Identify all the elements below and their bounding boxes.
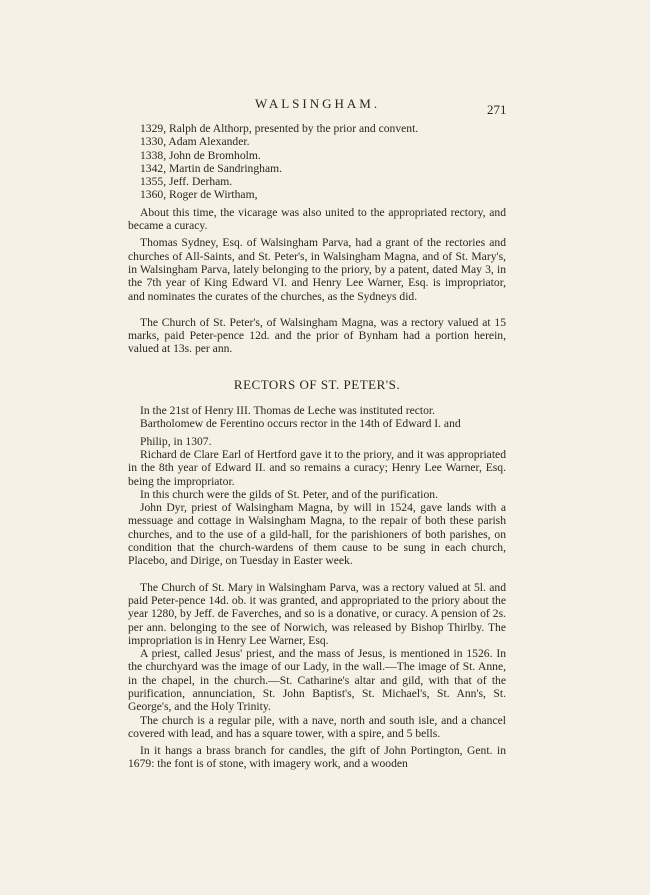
page-header bbox=[0, 96, 650, 116]
paragraph: John Dyr, priest of Walsingham Magna, by will in 1524, gave lands with a messuage and cottage in Walsingham Magna, to the repair of both these parish churches, and to the use of a gild-hall, for the parishioners of both parishes, on condition that the church-wardens of them cause to be sung in each church, Placebo, and Dirige, on Tuesday in Easter week. bbox=[128, 501, 506, 568]
vicar-entry: 1330, Adam Alexander. bbox=[140, 135, 250, 149]
vicar-entry: 1342, Martin de Sandringham. bbox=[140, 161, 283, 175]
vicar-entry: 1360, Roger de Wirtham, bbox=[140, 188, 258, 202]
paragraph: Philip, in 1307. bbox=[140, 434, 212, 448]
vicar-entry: 1338, John de Bromholm. bbox=[140, 148, 261, 162]
paragraph: Bartholomew de Ferentino occurs rector in the 14th of Edward I. and bbox=[140, 417, 461, 431]
paragraph: Thomas Sydney, Esq. of Walsingham Parva, had a grant of the rectories and churches of All-Saints, and St. Peter's, in Walsingham Magna, and of St. Mary's, in Walsingham Parva, lately belonging to the priory, by a patent, dated May 3, in the 7th year of King Edward VI. and Henry Lee Warner, Esq. is impropriator, and nominates the curates of the churches, as the Sydneys did. bbox=[128, 236, 506, 303]
paragraph: The Church of St. Mary in Walsingham Parva, was a rectory valued at 5l. and paid Peter-pence 14d. ob. it was granted, and appropriated to the priory about the year 1280, by Jeff. de Faverches, and so is a donative, or curacy. A pension of 2s. per ann. belonging to the see of Norwich, was released by Bishop Thirlby. The impropriation is in Henry Lee Warner, Esq. bbox=[128, 580, 506, 647]
paragraph: The church is a regular pile, with a nave, north and south isle, and a chancel covered with lead, and has a square tower, with a spire, and 5 bells. bbox=[128, 713, 506, 740]
vicar-entry: 1355, Jeff. Derham. bbox=[140, 175, 233, 189]
paragraph: In the 21st of Henry III. Thomas de Leche was instituted rector. bbox=[140, 404, 436, 418]
section-heading: RECTORS OF ST. PETER'S. bbox=[233, 376, 401, 392]
vicar-entry: 1329, Ralph de Althorp, presented by the prior and convent. bbox=[140, 122, 419, 135]
paragraph: The Church of St. Peter's, of Walsingham Magna, was a rectory valued at 15 marks, paid Peter-pence 12d. and the prior of Bynham had a portion herein, valued at 13s. per ann. bbox=[128, 315, 506, 356]
running-title: WALSINGHAM. bbox=[255, 96, 381, 111]
page-number: 271 bbox=[487, 102, 507, 117]
paragraph: In this church were the gilds of St. Peter, and of the purification. bbox=[140, 487, 438, 501]
paragraph: About this time, the vicarage was also united to the appropriated rectory, and became a curacy. bbox=[128, 205, 506, 233]
paragraph: In it hangs a brass branch for candles, the gift of John Portington, Gent. in 1679: the font is of stone, with imagery work, and a wooden bbox=[128, 744, 506, 771]
page-body bbox=[128, 122, 506, 771]
paragraph: A priest, called Jesus' priest, and the mass of Jesus, is mentioned in 1526. In the churchyard was the image of our Lady, in the wall.—The image of St. Anne, in the chapel, in the church.—St. Catharine's altar and gild, with that of the purification, annunciation, St. John Baptist's, St. Michael's, St. Ann's, St. George's, and the Holy Trinity. bbox=[128, 647, 506, 714]
paragraph: Richard de Clare Earl of Hertford gave it to the priory, and it was appropriated in the 8th year of Edward II. and so remains a curacy; Henry Lee Warner, Esq. being the impropriator. bbox=[128, 447, 506, 488]
